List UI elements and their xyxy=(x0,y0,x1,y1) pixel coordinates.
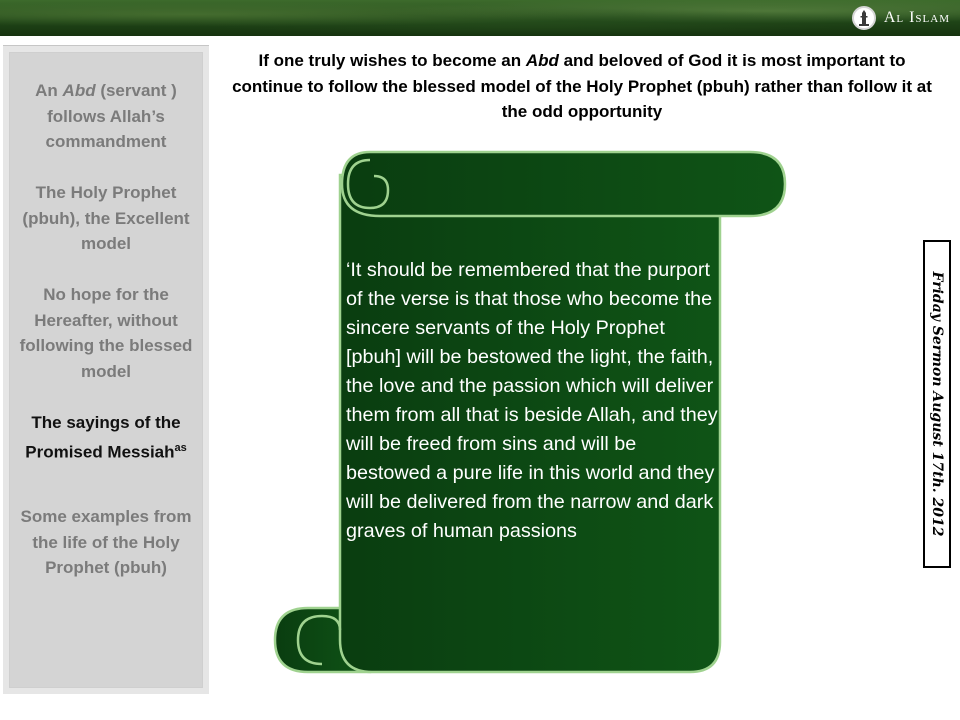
sidebar-item-superscript: as xyxy=(174,441,187,454)
sidebar-item-emphasis: Abd xyxy=(62,81,96,100)
al-islam-logo[interactable] xyxy=(852,3,950,33)
headline-text: If one truly wishes to become an xyxy=(258,51,526,70)
sermon-date-label xyxy=(923,240,951,568)
headline-text: and beloved of God it is most important to continue to follow the blessed model of the Holy Prophet (pbuh) rather than follow it at the odd opportunity xyxy=(232,51,932,121)
sidebar-item-no-hope-hereafter[interactable] xyxy=(13,282,199,384)
sidebar-item-label: The Holy Prophet (pbuh), the Excellent model xyxy=(22,183,190,253)
sidebar-item-excellent-model[interactable] xyxy=(13,180,199,257)
topic-sidebar xyxy=(3,45,209,694)
sermon-date-text: Friday Sermon August 17th. 2012 xyxy=(929,271,945,537)
headline-emphasis: Abd xyxy=(525,51,559,70)
minaret-icon xyxy=(852,6,876,30)
logo-text: Al Islam xyxy=(883,9,950,26)
sidebar-item-life-examples[interactable] xyxy=(13,504,199,581)
sidebar-item-promised-messiah[interactable] xyxy=(13,410,199,465)
sidebar-item-label: (servant ) follows Allah’s commandment xyxy=(45,81,177,151)
page-headline xyxy=(232,48,932,125)
sidebar-item-label: No hope for the Hereafter, without following the blessed model xyxy=(19,285,193,381)
sidebar-item-label: An xyxy=(35,81,63,100)
header-banner xyxy=(0,0,960,36)
sidebar-item-label: Some examples from the life of the Holy Prophet (pbuh) xyxy=(20,507,192,577)
sidebar-item-label: The sayings of the Promised Messiah xyxy=(25,413,181,462)
sidebar-item-abd-servant[interactable] xyxy=(13,78,199,155)
sermon-quote: ‘It should be remembered that the purport of the verse is that those who become the sincere servants of the Holy Prophet [pbuh] will be bestowed the light, the faith, the love and the passion which will deliver them from all that is beside Allah, and they will be freed from sins and will be bestowed a pure life in this world and they will be delivered from the narrow and dark graves of human passions xyxy=(346,259,718,542)
